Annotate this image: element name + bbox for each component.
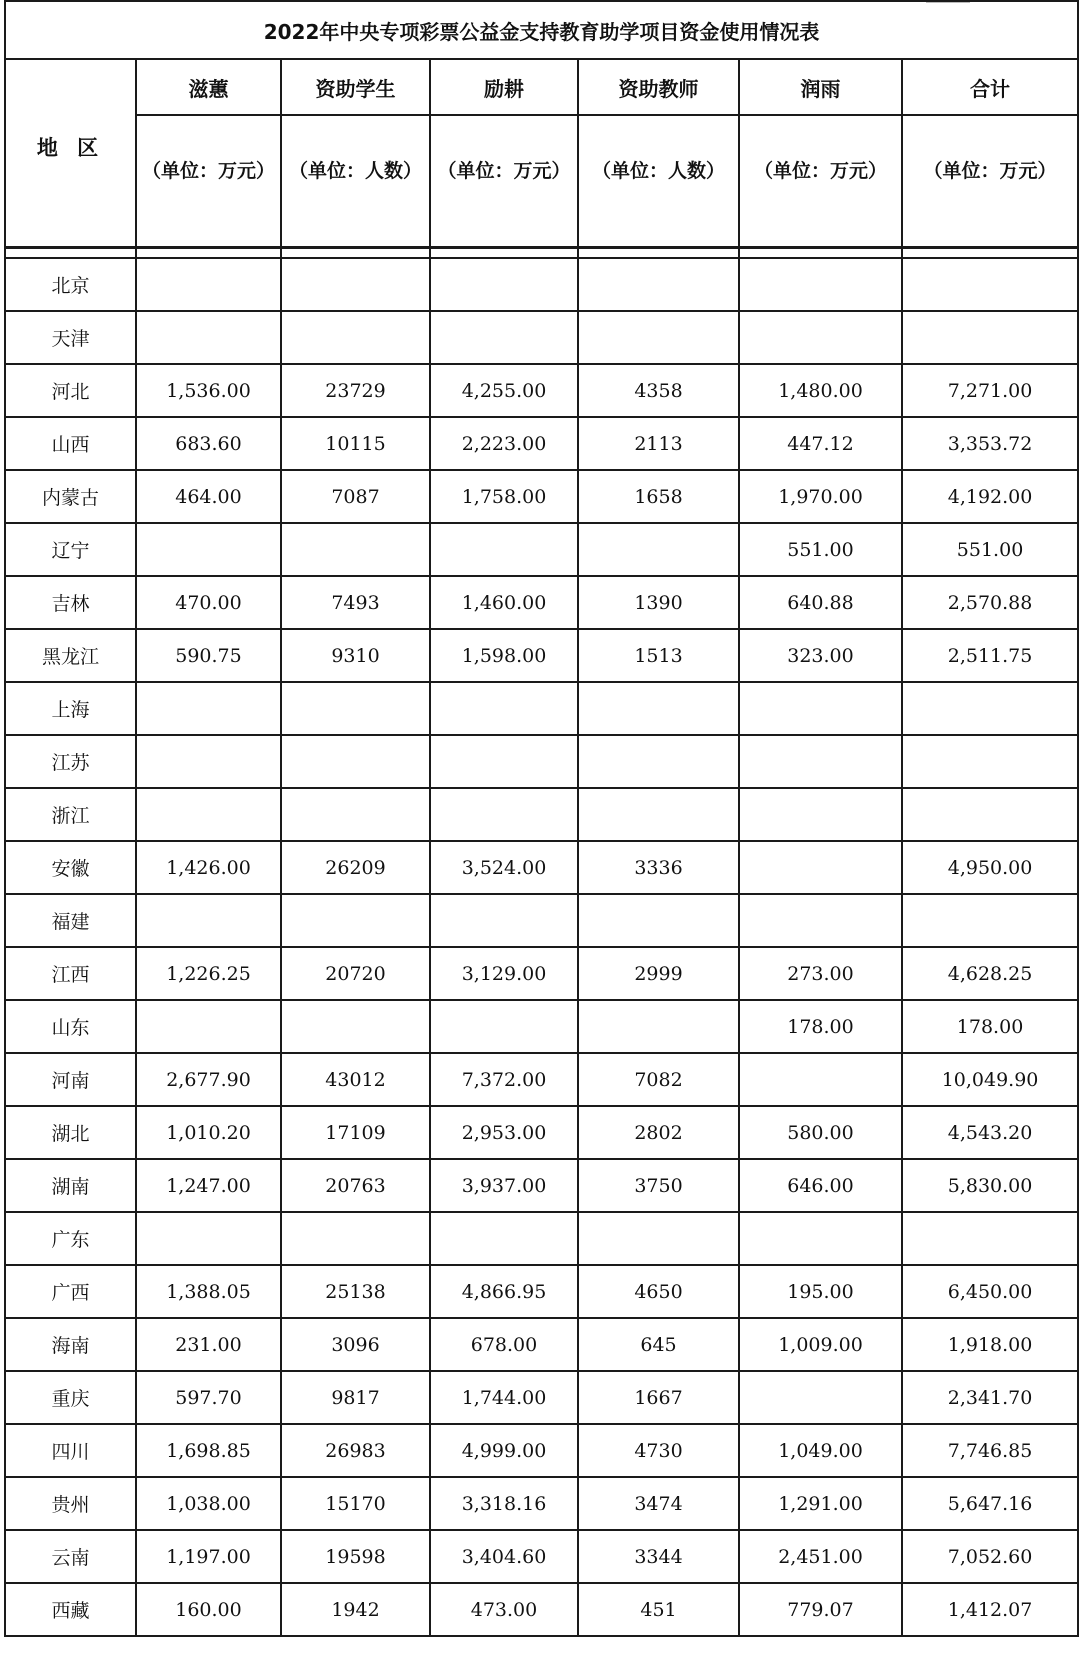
table-row [5, 1000, 1078, 1053]
value-cell: 2,677.90 [136, 1053, 281, 1106]
value-cell: 3750 [578, 1159, 739, 1212]
value-cell: 178.00 [902, 1000, 1078, 1053]
region-cell: 广西 [5, 1265, 136, 1318]
value-cell: 1,744.00 [430, 1371, 578, 1424]
separator-cell [902, 248, 1078, 259]
value-cell: 1,226.25 [136, 947, 281, 1000]
value-cell: 160.00 [136, 1583, 281, 1636]
value-cell: 1,247.00 [136, 1159, 281, 1212]
value-cell: 26209 [281, 841, 430, 894]
value-cell [739, 735, 902, 788]
value-cell [281, 1212, 430, 1265]
value-cell: 3,937.00 [430, 1159, 578, 1212]
value-cell: 3096 [281, 1318, 430, 1371]
value-cell: 597.70 [136, 1371, 281, 1424]
region-cell: 天津 [5, 311, 136, 364]
region-cell: 吉林 [5, 576, 136, 629]
table-row [5, 470, 1078, 523]
col-unit-runyu: （单位：万元） [739, 115, 902, 248]
value-cell: 464.00 [136, 470, 281, 523]
region-cell: 浙江 [5, 788, 136, 841]
value-cell: 1,412.07 [902, 1583, 1078, 1636]
value-cell [578, 735, 739, 788]
value-cell: 1,918.00 [902, 1318, 1078, 1371]
value-cell: 10115 [281, 417, 430, 470]
value-cell [281, 735, 430, 788]
value-cell: 646.00 [739, 1159, 902, 1212]
region-cell: 黑龙江 [5, 629, 136, 682]
value-cell: 2999 [578, 947, 739, 1000]
value-cell: 2,953.00 [430, 1106, 578, 1159]
value-cell [902, 1212, 1078, 1265]
region-cell: 四川 [5, 1424, 136, 1477]
value-cell [578, 1000, 739, 1053]
value-cell [578, 894, 739, 947]
col-unit-ligeng: （单位：万元） [430, 115, 578, 248]
table-row [5, 523, 1078, 576]
table-row [5, 1318, 1078, 1371]
value-cell: 178.00 [739, 1000, 902, 1053]
value-cell [281, 523, 430, 576]
value-cell: 1,598.00 [430, 629, 578, 682]
value-cell [578, 523, 739, 576]
value-cell: 23729 [281, 364, 430, 417]
table-row [5, 1265, 1078, 1318]
value-cell [902, 788, 1078, 841]
table-title: 2022年中央专项彩票公益金支持教育助学项目资金使用情况表 [5, 1, 1078, 59]
value-cell: 640.88 [739, 576, 902, 629]
value-cell: 1,758.00 [430, 470, 578, 523]
value-cell [430, 1212, 578, 1265]
value-cell: 1,460.00 [430, 576, 578, 629]
region-cell: 安徽 [5, 841, 136, 894]
value-cell: 1,009.00 [739, 1318, 902, 1371]
funding-table-document [4, 0, 1077, 1637]
value-cell [739, 682, 902, 735]
value-cell: 3,353.72 [902, 417, 1078, 470]
region-cell: 云南 [5, 1530, 136, 1583]
value-cell [902, 735, 1078, 788]
table-row [5, 947, 1078, 1000]
value-cell [136, 258, 281, 311]
region-cell: 山东 [5, 1000, 136, 1053]
value-cell [430, 258, 578, 311]
value-cell [430, 735, 578, 788]
value-cell [430, 311, 578, 364]
value-cell [430, 523, 578, 576]
value-cell [739, 1371, 902, 1424]
value-cell [739, 311, 902, 364]
value-cell: 447.12 [739, 417, 902, 470]
region-cell: 河北 [5, 364, 136, 417]
region-cell: 重庆 [5, 1371, 136, 1424]
region-cell: 北京 [5, 258, 136, 311]
region-cell: 河南 [5, 1053, 136, 1106]
value-cell: 2,341.70 [902, 1371, 1078, 1424]
value-cell: 4,950.00 [902, 841, 1078, 894]
value-cell [739, 894, 902, 947]
table-row [5, 1106, 1078, 1159]
region-cell: 江西 [5, 947, 136, 1000]
value-cell: 5,647.16 [902, 1477, 1078, 1530]
value-cell: 1,536.00 [136, 364, 281, 417]
header-separator [5, 248, 1078, 259]
value-cell [902, 258, 1078, 311]
table-row [5, 894, 1078, 947]
value-cell: 3,318.16 [430, 1477, 578, 1530]
table-row [5, 311, 1078, 364]
value-cell: 195.00 [739, 1265, 902, 1318]
value-cell: 4,999.00 [430, 1424, 578, 1477]
value-cell [136, 788, 281, 841]
value-cell [281, 258, 430, 311]
value-cell [136, 1000, 281, 1053]
value-cell: 25138 [281, 1265, 430, 1318]
col-header-total: 合计 [902, 59, 1078, 115]
value-cell: 1,038.00 [136, 1477, 281, 1530]
table-row [5, 364, 1078, 417]
value-cell: 580.00 [739, 1106, 902, 1159]
value-cell [430, 894, 578, 947]
value-cell [902, 894, 1078, 947]
value-cell: 20763 [281, 1159, 430, 1212]
value-cell: 7493 [281, 576, 430, 629]
col-unit-students: （单位：人数） [281, 115, 430, 248]
value-cell: 590.75 [136, 629, 281, 682]
col-header-runyu: 润雨 [739, 59, 902, 115]
region-cell: 广东 [5, 1212, 136, 1265]
value-cell: 3344 [578, 1530, 739, 1583]
value-cell [739, 258, 902, 311]
col-header-students: 资助学生 [281, 59, 430, 115]
table-row [5, 682, 1078, 735]
value-cell [902, 311, 1078, 364]
value-cell: 4,866.95 [430, 1265, 578, 1318]
value-cell [281, 894, 430, 947]
value-cell: 1658 [578, 470, 739, 523]
value-cell: 26983 [281, 1424, 430, 1477]
value-cell: 1513 [578, 629, 739, 682]
value-cell: 7,746.85 [902, 1424, 1078, 1477]
value-cell: 9817 [281, 1371, 430, 1424]
value-cell: 231.00 [136, 1318, 281, 1371]
value-cell [739, 788, 902, 841]
region-cell: 湖南 [5, 1159, 136, 1212]
value-cell: 2,511.75 [902, 629, 1078, 682]
value-cell: 1,480.00 [739, 364, 902, 417]
region-cell: 海南 [5, 1318, 136, 1371]
table-row [5, 629, 1078, 682]
value-cell: 3,524.00 [430, 841, 578, 894]
value-cell: 2,223.00 [430, 417, 578, 470]
funding-table [4, 0, 1079, 1637]
value-cell: 4358 [578, 364, 739, 417]
col-unit-zihui: （单位：万元） [136, 115, 281, 248]
table-row [5, 1424, 1078, 1477]
value-cell: 20720 [281, 947, 430, 1000]
value-cell [902, 682, 1078, 735]
table-row [5, 258, 1078, 311]
table-row [5, 1530, 1078, 1583]
separator-cell [430, 248, 578, 259]
value-cell: 3474 [578, 1477, 739, 1530]
value-cell: 3,404.60 [430, 1530, 578, 1583]
region-cell: 贵州 [5, 1477, 136, 1530]
value-cell: 1390 [578, 576, 739, 629]
value-cell: 779.07 [739, 1583, 902, 1636]
value-cell: 15170 [281, 1477, 430, 1530]
region-cell: 辽宁 [5, 523, 136, 576]
value-cell: 17109 [281, 1106, 430, 1159]
value-cell: 1667 [578, 1371, 739, 1424]
value-cell: 2,451.00 [739, 1530, 902, 1583]
region-cell: 内蒙古 [5, 470, 136, 523]
col-unit-total: （单位：万元） [902, 115, 1078, 248]
value-cell: 2,570.88 [902, 576, 1078, 629]
value-cell [578, 788, 739, 841]
value-cell [136, 523, 281, 576]
value-cell: 683.60 [136, 417, 281, 470]
value-cell: 7087 [281, 470, 430, 523]
value-cell [281, 1000, 430, 1053]
region-header: 地 区 [5, 59, 136, 248]
value-cell [739, 841, 902, 894]
region-cell: 福建 [5, 894, 136, 947]
value-cell: 473.00 [430, 1583, 578, 1636]
separator-cell [281, 248, 430, 259]
value-cell: 1,010.20 [136, 1106, 281, 1159]
value-cell [578, 1212, 739, 1265]
value-cell: 7,372.00 [430, 1053, 578, 1106]
value-cell: 1,049.00 [739, 1424, 902, 1477]
table-row [5, 1477, 1078, 1530]
value-cell: 4,192.00 [902, 470, 1078, 523]
region-cell: 山西 [5, 417, 136, 470]
region-cell: 西藏 [5, 1583, 136, 1636]
value-cell [281, 788, 430, 841]
value-cell: 43012 [281, 1053, 430, 1106]
value-cell: 9310 [281, 629, 430, 682]
col-header-zihui: 滋蕙 [136, 59, 281, 115]
value-cell: 4650 [578, 1265, 739, 1318]
value-cell [136, 735, 281, 788]
value-cell: 1,388.05 [136, 1265, 281, 1318]
value-cell [136, 1212, 281, 1265]
value-cell: 273.00 [739, 947, 902, 1000]
value-cell: 645 [578, 1318, 739, 1371]
value-cell: 5,830.00 [902, 1159, 1078, 1212]
value-cell [281, 311, 430, 364]
value-cell [578, 682, 739, 735]
table-row [5, 1583, 1078, 1636]
value-cell [578, 258, 739, 311]
region-cell: 江苏 [5, 735, 136, 788]
value-cell: 3,129.00 [430, 947, 578, 1000]
value-cell: 1942 [281, 1583, 430, 1636]
value-cell: 1,291.00 [739, 1477, 902, 1530]
value-cell: 7,052.60 [902, 1530, 1078, 1583]
table-row [5, 735, 1078, 788]
table-row [5, 1159, 1078, 1212]
value-cell [578, 311, 739, 364]
value-cell [739, 1212, 902, 1265]
value-cell: 4730 [578, 1424, 739, 1477]
value-cell: 4,628.25 [902, 947, 1078, 1000]
value-cell [430, 788, 578, 841]
value-cell [136, 311, 281, 364]
table-row [5, 1371, 1078, 1424]
value-cell [281, 682, 430, 735]
value-cell: 1,698.85 [136, 1424, 281, 1477]
col-header-teachers: 资助教师 [578, 59, 739, 115]
separator-cell [5, 248, 136, 259]
value-cell [739, 1053, 902, 1106]
table-row [5, 1212, 1078, 1265]
separator-cell [136, 248, 281, 259]
region-cell: 上海 [5, 682, 136, 735]
value-cell: 4,543.20 [902, 1106, 1078, 1159]
separator-cell [739, 248, 902, 259]
value-cell: 7082 [578, 1053, 739, 1106]
value-cell: 1,970.00 [739, 470, 902, 523]
value-cell: 451 [578, 1583, 739, 1636]
value-cell: 3336 [578, 841, 739, 894]
region-cell: 湖北 [5, 1106, 136, 1159]
value-cell [136, 682, 281, 735]
value-cell: 7,271.00 [902, 364, 1078, 417]
value-cell: 678.00 [430, 1318, 578, 1371]
table-row [5, 417, 1078, 470]
value-cell: 4,255.00 [430, 364, 578, 417]
table-row [5, 788, 1078, 841]
col-unit-teachers: （单位：人数） [578, 115, 739, 248]
value-cell [136, 894, 281, 947]
table-row [5, 1053, 1078, 1106]
value-cell: 551.00 [739, 523, 902, 576]
value-cell: 10,049.90 [902, 1053, 1078, 1106]
value-cell: 19598 [281, 1530, 430, 1583]
value-cell: 2802 [578, 1106, 739, 1159]
value-cell [430, 682, 578, 735]
value-cell: 6,450.00 [902, 1265, 1078, 1318]
table-row [5, 576, 1078, 629]
table-row [5, 841, 1078, 894]
value-cell: 323.00 [739, 629, 902, 682]
value-cell: 470.00 [136, 576, 281, 629]
value-cell [430, 1000, 578, 1053]
value-cell: 1,197.00 [136, 1530, 281, 1583]
separator-cell [578, 248, 739, 259]
value-cell: 2113 [578, 417, 739, 470]
col-header-ligeng: 励耕 [430, 59, 578, 115]
value-cell: 551.00 [902, 523, 1078, 576]
value-cell: 1,426.00 [136, 841, 281, 894]
